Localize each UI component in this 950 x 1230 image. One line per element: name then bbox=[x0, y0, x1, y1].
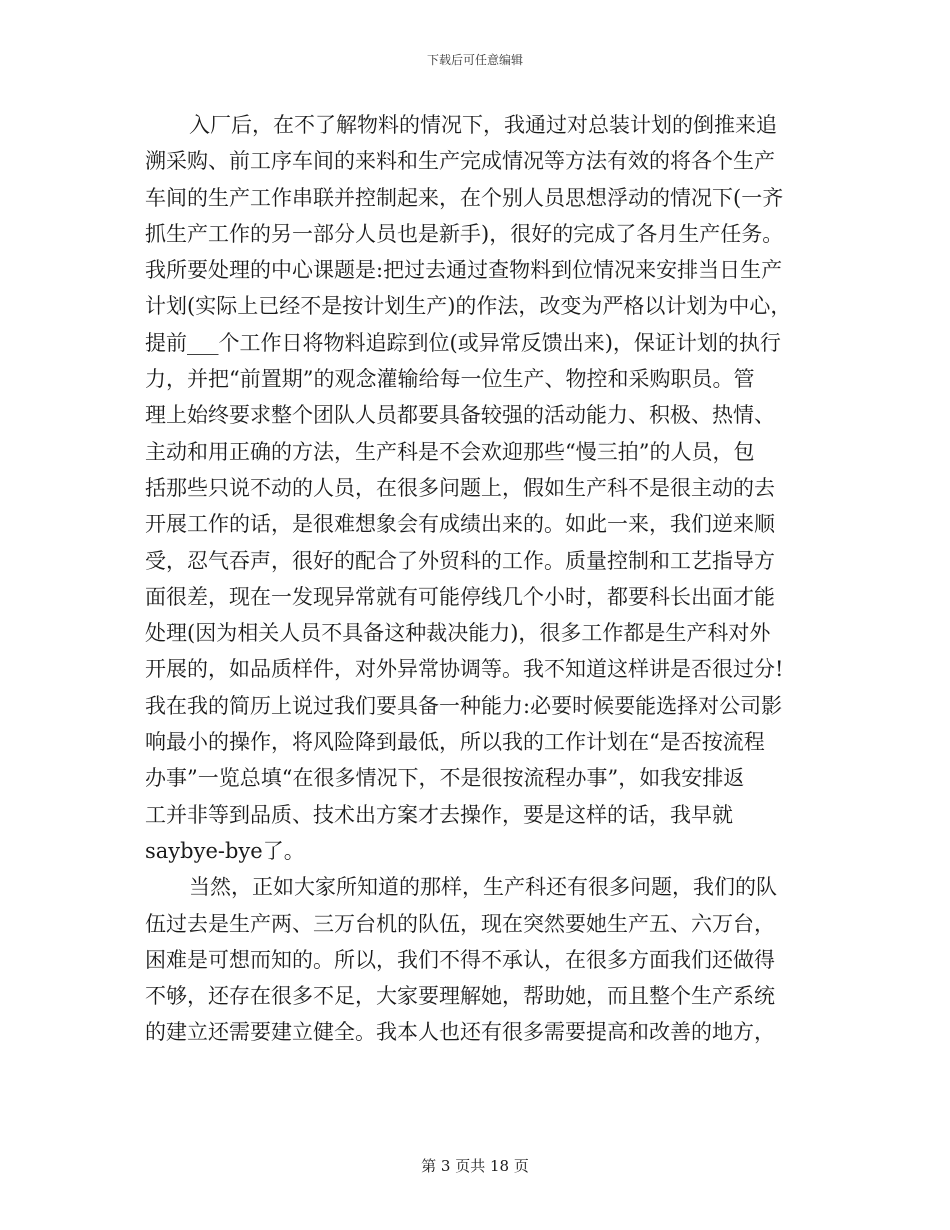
text-line: 伍过去是生产两、三万台机的队伍，现在突然要她生产五、六万台， bbox=[145, 911, 775, 936]
text-line: 入厂后，在不了解物料的情况下，我通过对总装计划的倒推来追 bbox=[189, 113, 777, 137]
text-line: 主动和用正确的方法，生产科是不会欢迎那些“慢三拍”的人员，包 bbox=[145, 439, 755, 464]
text-line: 溯采购、前工序车间的来料和生产完成情况等方法有效的将各个生产 bbox=[145, 149, 775, 174]
text-line: 响最小的操作，将风险降到最低，所以我的工作计划在“是否按流程 bbox=[145, 730, 765, 755]
text-line: 开展的，如品质样件，对外异常协调等。我不知道这样讲是否很过分! bbox=[145, 657, 784, 682]
text-line: 车间的生产工作串联并控制起来，在个别人员思想浮动的情况下(一齐 bbox=[145, 185, 784, 210]
paragraph-1 bbox=[145, 107, 805, 869]
document-body bbox=[145, 107, 805, 1051]
text-line: 计划(实际上已经不是按计划生产)的作法，改变为严格以计划为中心， bbox=[145, 294, 792, 319]
text-line: 办事”一览总填“在很多情况下，不是很按流程办事”，如我安排返 bbox=[145, 766, 745, 791]
text-line: 我所要处理的中心课题是:把过去通过查物料到位情况来安排当日生产 bbox=[145, 258, 783, 283]
text-line: 受，忍气吞声，很好的配合了外贸科的工作。质量控制和工艺指导方 bbox=[145, 548, 775, 573]
text-line: 括那些只说不动的人员，在很多问题上，假如生产科不是很主动的去 bbox=[145, 475, 775, 500]
text-line: 面很差，现在一发现异常就有可能停线几个小时，都要科长出面才能 bbox=[145, 584, 775, 609]
text-line: 工并非等到品质、技术出方案才去操作，要是这样的话，我早就 bbox=[145, 802, 733, 827]
text-line: 当然，正如大家所知道的那样，生产科还有很多问题，我们的队 bbox=[189, 875, 777, 900]
text-line: 开展工作的话，是很难想象会有成绩出来的。如此一来，我们逆来顺 bbox=[145, 512, 775, 537]
page-header: 下载后可任意编辑 bbox=[426, 53, 523, 67]
text-line: saybye-bye了。 bbox=[145, 838, 305, 863]
text-line: 抓生产工作的另一部分人员也是新手)，很好的完成了各月生产任务。 bbox=[145, 221, 784, 246]
text-line: 处理(因为相关人员不具备这种裁决能力)，很多工作都是生产科对外 bbox=[145, 621, 771, 646]
text-line: 理上始终要求整个团队人员都要具备较强的活动能力、积极、热情、 bbox=[145, 403, 775, 428]
text-line: 的建立还需要建立健全。我本人也还有很多需要提高和改善的地方， bbox=[145, 1020, 775, 1045]
page-number: 第 3 页共 18 页 bbox=[421, 1157, 529, 1175]
text-line: 不够，还存在很多不足，大家要理解她，帮助她，而且整个生产系统 bbox=[145, 984, 775, 1009]
text-line: 我在我的简历上说过我们要具备一种能力:必要时候要能选择对公司影 bbox=[145, 693, 783, 718]
text-line: 力，并把“前置期”的观念灌输给每一位生产、物控和采购职员。管 bbox=[145, 367, 755, 392]
text-line: 提前___个工作日将物料追踪到位(或异常反馈出来)，保证计划的执行 bbox=[145, 330, 781, 355]
paragraph-2 bbox=[145, 869, 805, 1050]
text-line: 困难是可想而知的。所以，我们不得不承认，在很多方面我们还做得 bbox=[145, 947, 775, 972]
